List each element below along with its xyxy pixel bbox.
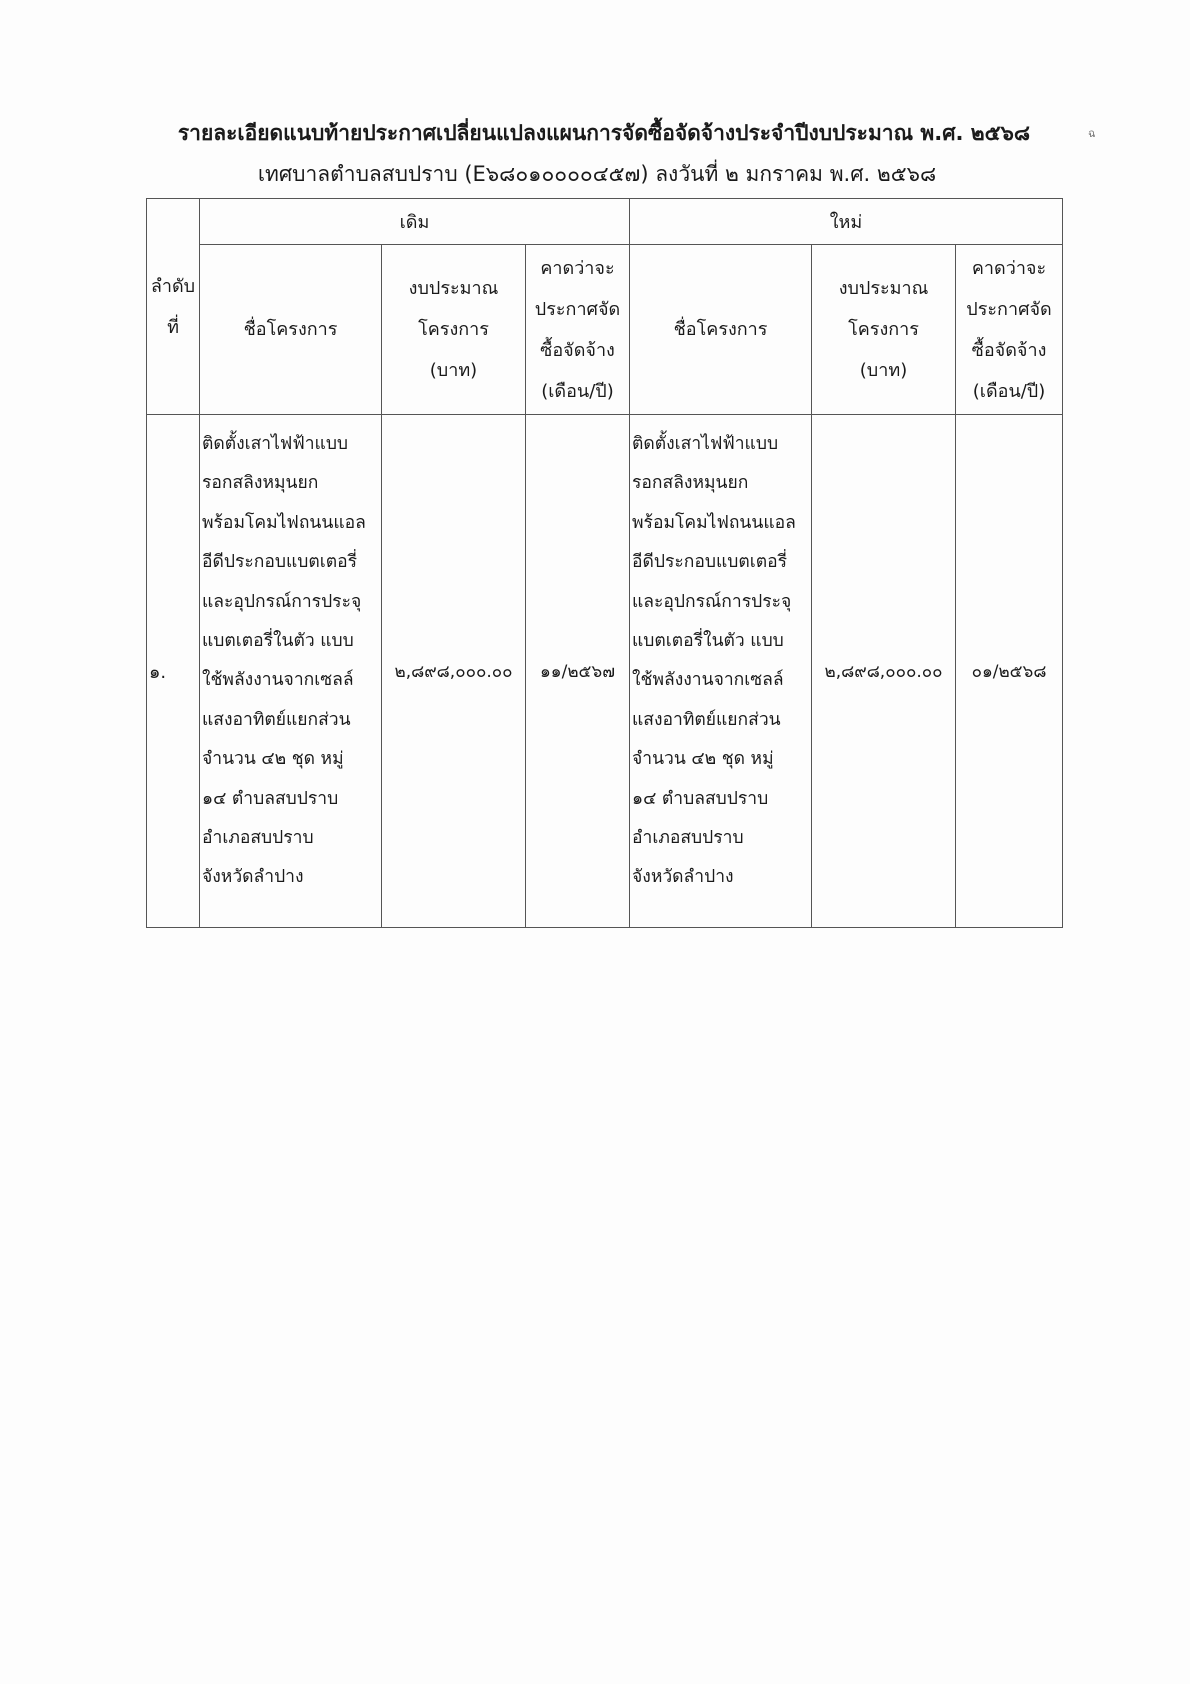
header-line: ซื้อจัดจ้าง [540, 339, 615, 361]
header-line: (เดือน/ปี) [541, 380, 614, 402]
header-line: โครงการ [848, 319, 919, 340]
project-name-line: ๑๔ ตำบลสบปราบ [202, 788, 339, 809]
header-line: ซื้อจัดจ้าง [971, 339, 1047, 361]
header-line: คาดว่าจะ [971, 257, 1047, 279]
seq-header [147, 199, 200, 415]
project-name-line: รอกสลิงหมุนยก [632, 473, 749, 494]
group-header-new: ใหม่ [630, 199, 1063, 245]
project-name-line: อำเภอสบปราบ [202, 828, 314, 849]
corner-mark: ฉ [1088, 127, 1096, 140]
original-project-name [200, 415, 382, 928]
column-header-row [147, 245, 1063, 415]
project-name-line: จังหวัดลำปาง [202, 867, 304, 888]
project-name-line: อีดีประกอบแบตเตอรี่ [202, 552, 358, 573]
project-name-line: และอุปกรณ์การประจุ [632, 591, 792, 612]
project-name-line: พร้อมโคมไฟถนนแอล [632, 512, 796, 533]
project-name-line: จำนวน ๔๒ ชุด หมู่ [632, 749, 774, 770]
project-name-line: รอกสลิงหมุนยก [202, 473, 319, 494]
header-line: (บาท) [429, 360, 478, 381]
project-name-line: อีดีประกอบแบตเตอรี่ [632, 552, 788, 573]
header-line: งบประมาณ [408, 278, 499, 299]
row-seq: ๑. [147, 415, 200, 928]
document-subtitle: เทศบาลตำบลสบปราบ (E๖๘๐๑๐๐๐๐๔๕๗) ลงวันที่ ๒ มกราคม พ.ศ. ๒๕๖๘ [257, 162, 937, 186]
project-name-line: แสงอาทิตย์แยกส่วน [202, 709, 351, 730]
original-budget: ๒,๘๙๘,๐๐๐.๐๐ [382, 415, 526, 928]
seq-header-line: ที่ [167, 316, 179, 338]
project-name-line: ใช้พลังงานจากเซลล์ [632, 670, 784, 691]
new-project-name-header: ชื่อโครงการ [630, 245, 812, 415]
project-name-line: จำนวน ๔๒ ชุด หมู่ [202, 749, 344, 770]
project-name-line: และอุปกรณ์การประจุ [202, 591, 362, 612]
original-project-name-header: ชื่อโครงการ [200, 245, 382, 415]
project-name-line: ติดตั้งเสาไฟฟ้าแบบ [202, 434, 349, 454]
seq-header-line: ลำดับ [150, 275, 196, 297]
header-line: (บาท) [859, 360, 908, 381]
new-expected-date: ๐๑/๒๕๖๘ [956, 415, 1063, 928]
group-header-original: เดิม [200, 199, 630, 245]
table-row [147, 415, 1063, 928]
project-name-line: ๑๔ ตำบลสบปราบ [632, 788, 769, 809]
project-name-line: ใช้พลังงานจากเซลล์ [202, 670, 354, 691]
project-name-line: แบตเตอรี่ในตัว แบบ [632, 631, 784, 652]
header-line: โครงการ [418, 319, 489, 340]
project-name-line: แสงอาทิตย์แยกส่วน [632, 709, 781, 730]
original-budget-header [382, 245, 526, 415]
header-line: งบประมาณ [838, 278, 929, 299]
project-name-line: พร้อมโคมไฟถนนแอล [202, 512, 366, 533]
project-name-line: ติดตั้งเสาไฟฟ้าแบบ [632, 434, 779, 454]
project-name-line: จังหวัดลำปาง [632, 867, 734, 888]
header-line: ประกาศจัด [966, 298, 1052, 320]
header-line: คาดว่าจะ [540, 257, 615, 279]
new-budget: ๒,๘๙๘,๐๐๐.๐๐ [812, 415, 956, 928]
document-title: รายละเอียดแนบท้ายประกาศเปลี่ยนแปลงแผนการจัดซื้อจัดจ้างประจำปีงบประมาณ พ.ศ. ๒๕๖๘ [177, 121, 1031, 145]
original-expected-date-header [526, 245, 630, 415]
procurement-plan-table [146, 198, 1063, 928]
project-name-line: แบตเตอรี่ในตัว แบบ [202, 631, 354, 652]
original-expected-date: ๑๑/๒๕๖๗ [526, 415, 630, 928]
project-name-line: อำเภอสบปราบ [632, 828, 744, 849]
new-budget-header [812, 245, 956, 415]
group-header-row [147, 199, 1063, 245]
new-project-name [630, 415, 812, 928]
header-line: (เดือน/ปี) [972, 380, 1046, 402]
header-line: ประกาศจัด [534, 298, 621, 320]
new-expected-date-header [956, 245, 1063, 415]
